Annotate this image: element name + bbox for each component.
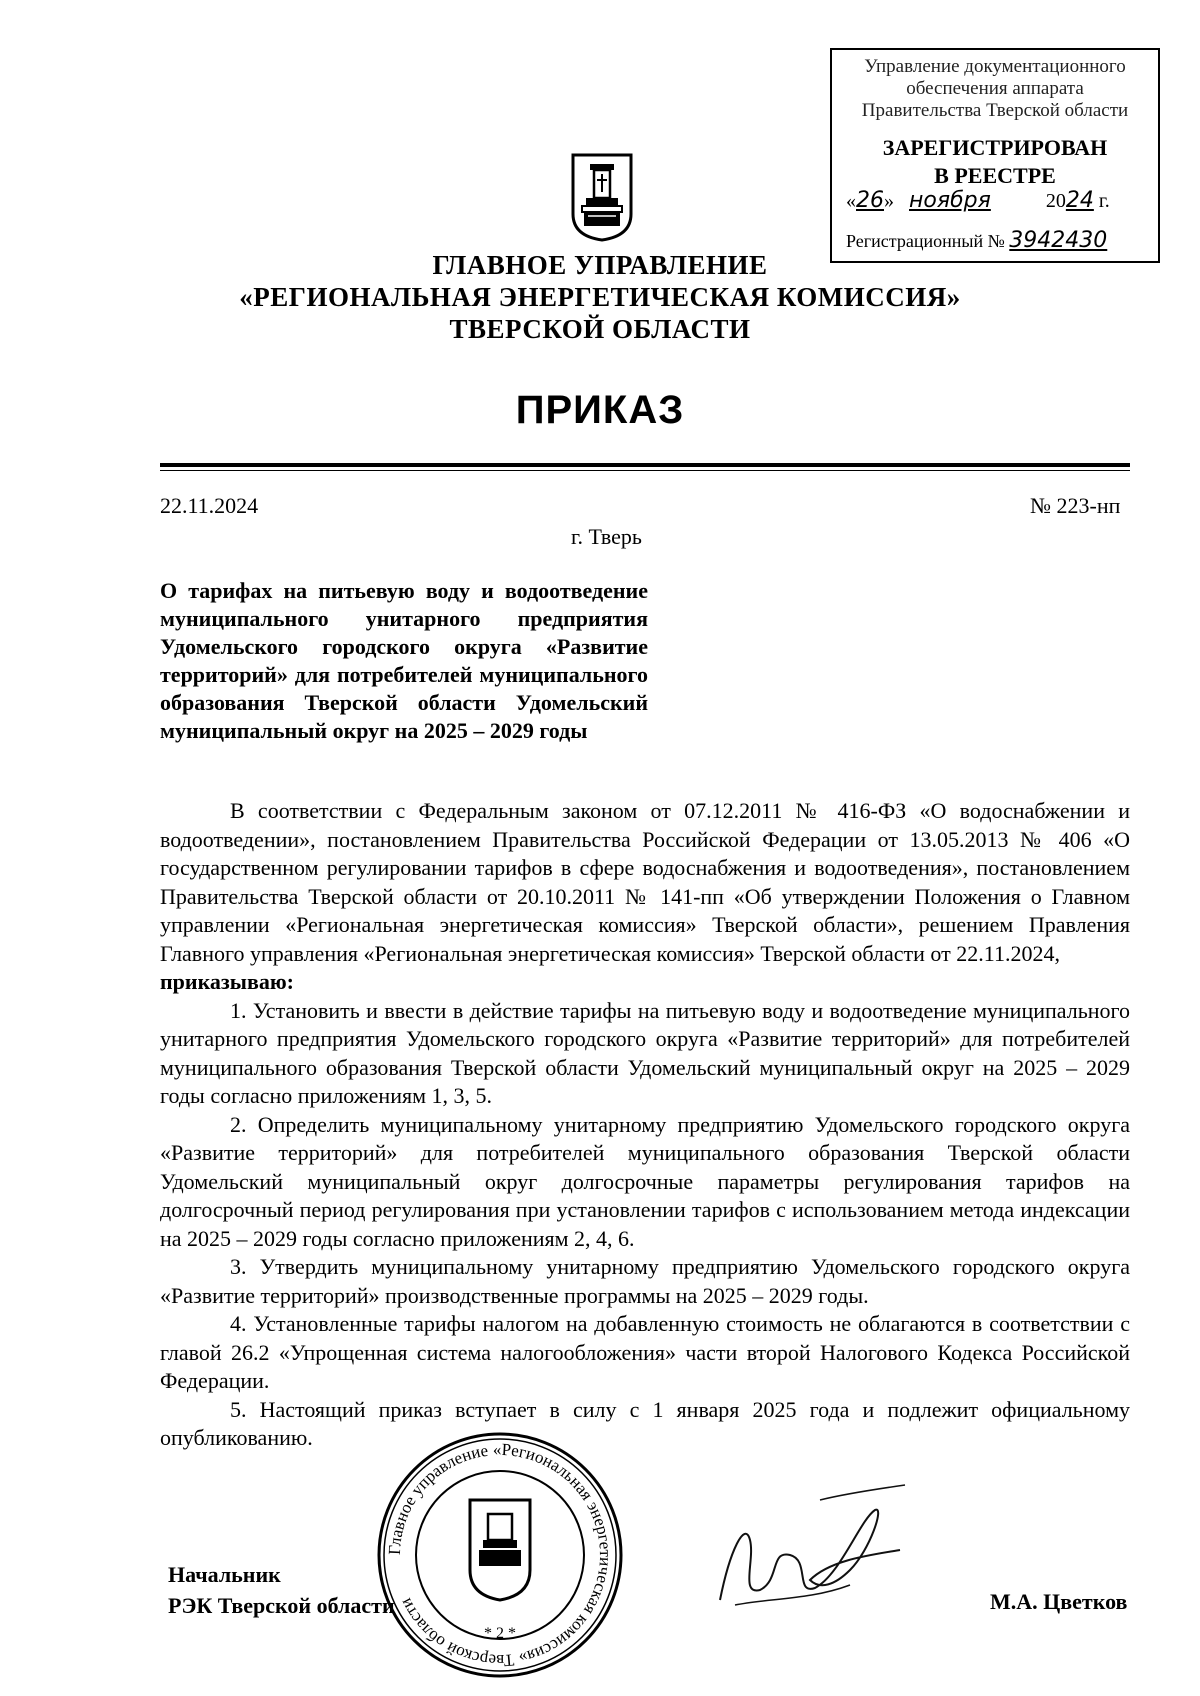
stamp-status-line-1: ЗАРЕГИСТРИРОВАН: [882, 135, 1108, 160]
coat-of-arms-icon: [570, 152, 634, 242]
order-word: приказываю:: [160, 969, 294, 994]
stamp-org-line-2: обеспечения аппарата: [906, 78, 1084, 99]
stamp-year-prefix: 20: [1045, 190, 1066, 212]
stamp-date: «26» ноября 2024 г.: [846, 188, 1110, 213]
order-item: 3. Утвердить муниципальному унитарному предприятию Удомельского городского округа «Развитие территорий» производственные программы на 2025 – 2029 годы.: [160, 1254, 1130, 1308]
header-divider-thin: [160, 470, 1130, 471]
document-city: г. Тверь: [571, 524, 642, 549]
signatory-position-line-1: Начальник: [168, 1562, 281, 1587]
order-item: 5. Настоящий приказ вступает в силу с 1 января 2025 года и подлежит официальному опубликованию.: [160, 1396, 1130, 1450]
stamp-year-unit: г.: [1098, 190, 1110, 212]
org-title-line-2: «РЕГИОНАЛЬНАЯ ЭНЕРГЕТИЧЕСКАЯ КОМИССИЯ»: [239, 282, 961, 312]
order-item: 4. Установленные тарифы налогом на добавленную стоимость не облагаются в соответствии с главой 26.2 «Упрощенная система налогообложения» части второй Налогового Кодекса Российской Федерации.: [160, 1311, 1130, 1393]
org-title-line-1: ГЛАВНОЕ УПРАВЛЕНИЕ: [432, 250, 768, 280]
signatory-position-line-2: РЭК Тверской области: [168, 1593, 395, 1618]
header-divider: [160, 463, 1130, 467]
official-seal: [375, 1430, 625, 1680]
stamp-year-suffix: 24: [1065, 188, 1094, 213]
signatory-name: М.А. Цветков: [990, 1589, 1128, 1614]
signatory-position: [168, 1559, 395, 1621]
document-type-title: ПРИКАЗ: [515, 388, 685, 432]
document-body: [160, 797, 1130, 1453]
seal-emblem-icon: [470, 1500, 530, 1600]
stamp-reg-number-value: 3942430: [1009, 228, 1108, 253]
stamp-org-line-3: Правительства Тверской области: [861, 100, 1129, 121]
preamble-paragraph: В соответствии с Федеральным законом от 07.12.2011 № 416-ФЗ «О водоснабжении и водоотведении», постановлением Правительства Российской Федерации от 13.05.2013 № 406 «О государственном регулировании тарифов в сфере водоснабжения и водоотведения», постановлением Правительства Тверской области от 20.10.2011 № 141-пп «Об утверждении Положения о Главном управлении «Региональная энергетическая комиссия» Тверской области», решением Правления Главного управления «Региональная энергетическая комиссия» Тверской области от 22.11.2024,: [160, 798, 1130, 966]
document-subject: О тарифах на питьевую воду и водоотведение муниципального унитарного предприятия Удомельского городского округа «Развитие территорий» для потребителей муниципального образования Тверской области Удомельский муниципальный округ на 2025 – 2029 годы: [160, 578, 648, 743]
seal-center-mark: * 2 *: [484, 1625, 516, 1642]
stamp-status-line-2: В РЕЕСТРЕ: [934, 163, 1056, 188]
seal-ring-text: Главное управление «Региональная энергетическая комиссия» Тверской области: [384, 1439, 616, 1671]
handwritten-signature: [700, 1480, 910, 1620]
stamp-date-month: ноября: [909, 188, 991, 213]
stamp-reg-number: [846, 230, 1148, 252]
stamp-org-line-1: Управление документационного: [864, 56, 1126, 77]
document-date: 22.11.2024: [160, 493, 259, 518]
stamp-reg-number-label: Регистрационный №: [846, 231, 1005, 251]
registration-stamp: [830, 48, 1160, 263]
org-title-line-3: ТВЕРСКОЙ ОБЛАСТИ: [449, 314, 751, 344]
stamp-date-day: 26: [856, 188, 884, 213]
order-item: 1. Установить и ввести в действие тарифы на питьевую воду и водоотведение муниципального унитарного предприятия Удомельского городского округа «Развитие территорий» для потребителей муниципального образования Тверской области Удомельский муниципальный округ на 2025 – 2029 годы согласно приложениям 1, 3, 5.: [160, 997, 1130, 1108]
order-item: 2. Определить муниципальному унитарному предприятию Удомельского городского округа «Развитие территорий» для потребителей муниципального образования Тверской области Удомельский муниципальный округ долгосрочные параметры регулирования тарифов на долгосрочный период регулирования при установлении тарифов с использованием метода индексации на 2025 – 2029 годы согласно приложениям 2, 4, 6.: [160, 1111, 1130, 1251]
document-number: № 223-нп: [1030, 493, 1121, 518]
